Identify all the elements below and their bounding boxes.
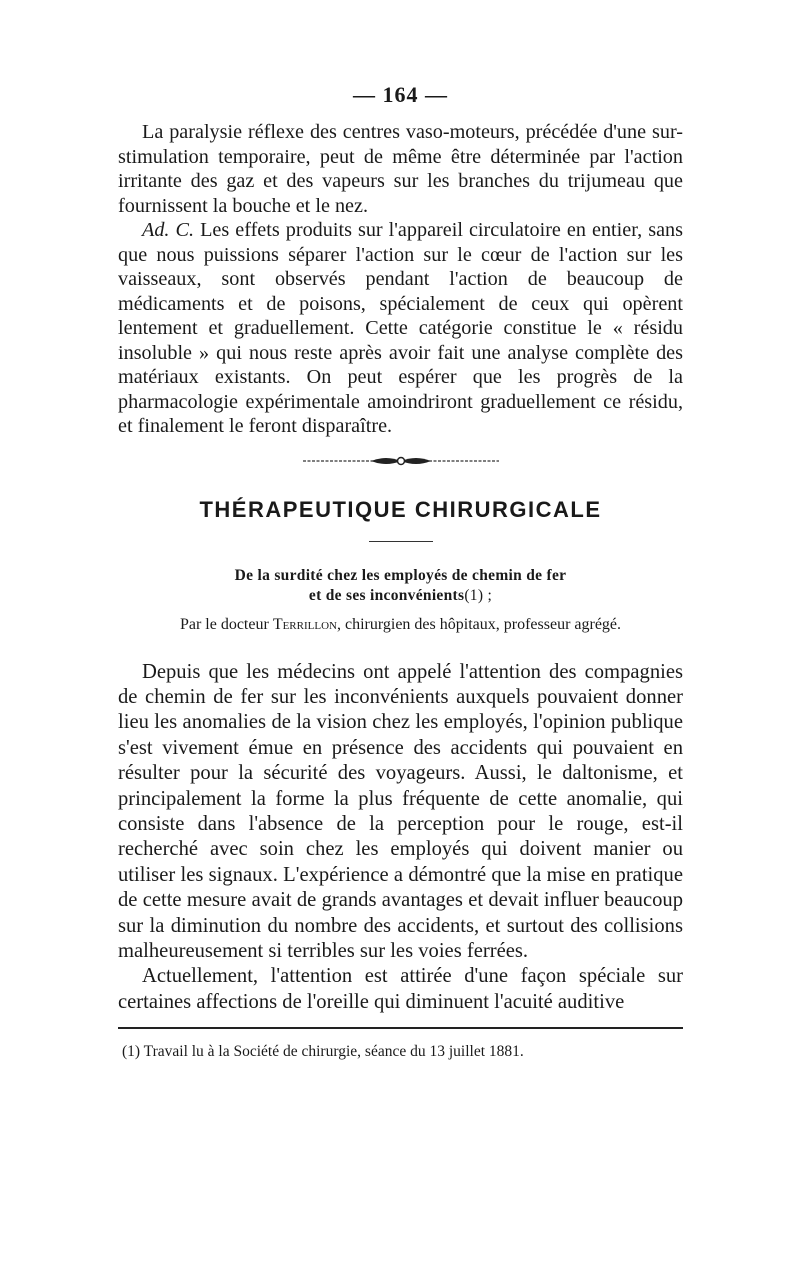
document-page [118,82,683,1061]
ad-c-paragraph [118,218,683,439]
intro-paragraph: La paralysie réflexe des centres vaso-moteurs, précédée d'une sur-stimulation temporaire, peut de même être déterminée par l'action irritante des gaz et des vapeurs sur les branches du trijumeau que fournissent la bouche et le nez. [118,121,683,217]
body-paragraph: Actuellement, l'attention est attirée d'une façon spéciale sur certaines affections de l'oreille qui diminuent l'acuité auditive [118,965,683,1013]
article-title-line-1: De la surdité chez les employés de chemin de fer [234,566,567,584]
section-title: THÉRAPEUTIQUE CHIRURGICALE [199,496,602,522]
ornament-divider [118,449,683,473]
byline-suffix: , chirurgien des hôpitaux, professeur agrégé. [336,615,622,633]
footnote-rule [118,1027,683,1029]
ad-c-label: Ad. C. [142,219,195,241]
byline-author: Terrillon [272,615,337,633]
article-title [118,566,683,606]
body-paragraph: Depuis que les médecins ont appelé l'attention des compagnies de chemin de fer sur les inconvénients auxquels pouvaient donner lieu les anomalies de la vision chez les employés, l'opinion publique s'est vivement émue en présence des accidents qui pouvaient en résulter pour la sécurité des voyageurs. Aussi, le daltonisme, et principalement la forme la plus fréquente de cette anomalie, qui consiste dans l'absence de la perception pour le rouge, est-il recherché avec soin chez les employés qui doivent manier ou utiliser les signaux. L'expérience a démontré que la mise en pratique de cette mesure avait de grands avantages et devait influer beaucoup sur la diminution du nombre des accidents, et surtout des collisions malheureusement si terribles sur les voies ferrées. [118,660,683,962]
byline-prefix: Par le docteur [179,615,273,633]
page-number: — 164 — [353,82,448,107]
footnote: (1) Travail lu à la Société de chirurgie, séance du 13 juillet 1881. [122,1043,524,1061]
article-title-line-2-text: et de ses inconvénients [308,586,465,604]
title-rule [369,541,433,542]
article-title-note: (1) ; [464,586,493,604]
article-body [118,660,683,1016]
byline [118,616,683,634]
article-title-line-2 [118,586,683,606]
ad-c-text: Les effets produits sur l'appareil circulatoire en entier, sans que nous puissions séparer l'action sur le cœur de l'action sur les vaisseaux, sont observés pendant l'action de beaucoup de médicaments et de poisons, spécialement de ceux qui opèrent lentement et graduellement. Cette catégorie constitue le « résidu insoluble » qui nous reste après avoir fait une analyse complète des matériaux existants. On peut espérer que les progrès de la pharmacologie expérimentale amoindriront graduellement ce résidu, et finalement le feront disparaître. [118,219,684,437]
ornament-icon [301,454,501,468]
